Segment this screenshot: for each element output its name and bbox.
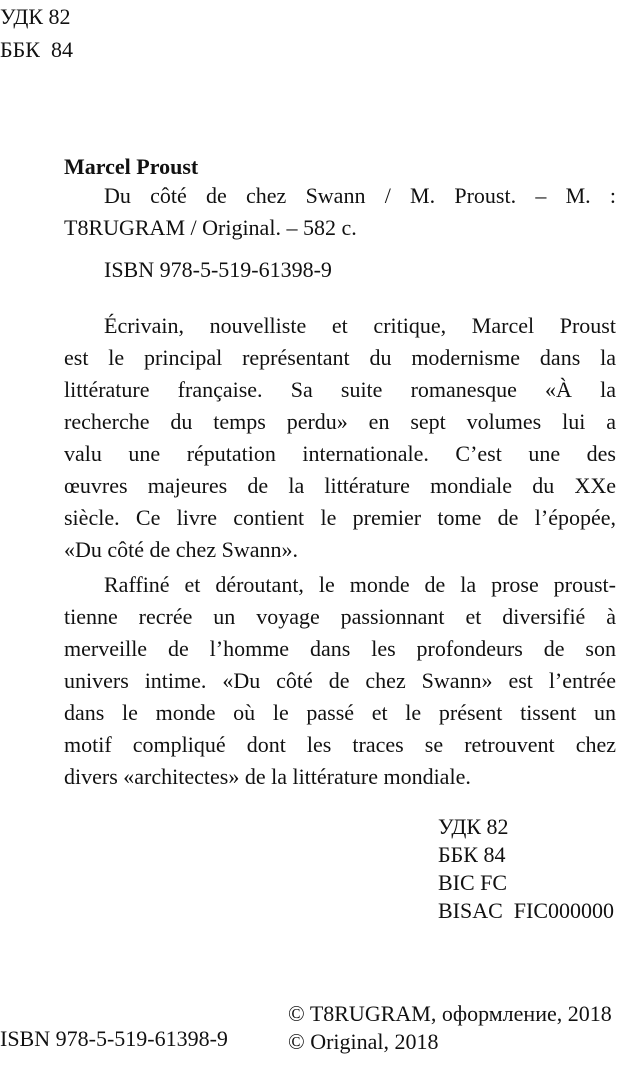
- annotation-text: [64, 310, 616, 796]
- annotation-paragraph-2: [64, 569, 616, 793]
- paragraph-line: recherche du temps perdu» en sept volumes lui a: [64, 409, 616, 434]
- paragraph-line: divers «architectes» de la littérature mondiale.: [64, 764, 471, 789]
- paragraph-line: siècle. Ce livre contient le premier tome de l’épopée,: [64, 505, 616, 530]
- paragraph-line: univers intime. «Du côté de chez Swann» est l’entrée: [64, 668, 616, 693]
- paragraph-line: valu une réputation internationale. C’est une des: [64, 441, 616, 466]
- paragraph-line: littérature française. Sa suite romanesque «À la: [64, 377, 616, 402]
- paragraph-line: dans le monde où le passé et le présent tissent un: [64, 700, 616, 725]
- paragraph-line: est le principal représentant du modernisme dans la: [64, 345, 616, 370]
- paragraph-line: «Du côté de chez Swann».: [64, 537, 298, 562]
- top-classification-codes: [0, 0, 73, 66]
- isbn-main: ISBN 978-5-519-61398-9: [104, 257, 332, 282]
- biblio-line-2: T8RUGRAM / Original. – 582 с.: [64, 215, 357, 240]
- paragraph-line: Écrivain, nouvelliste et critique, Marcel Proust: [104, 313, 616, 338]
- author-name: Marcel Proust: [64, 154, 199, 179]
- classification-codes: [438, 813, 614, 925]
- paragraph-line: motif compliqué dont les traces se retrouvent chez: [64, 732, 616, 757]
- bibliographic-description: [64, 180, 616, 244]
- top-udk-code: УДК 82: [0, 4, 71, 29]
- paragraph-line: Raffiné et déroutant, le monde de la prose proust-: [104, 572, 616, 597]
- bic-code: BIC FC: [438, 870, 508, 895]
- paragraph-line: merveille de l’homme dans les profondeurs de son: [64, 636, 616, 661]
- top-bbk-code: ББК 84: [0, 37, 73, 62]
- paragraph-line: œuvres majeures de la littérature mondiale du XXe: [64, 473, 616, 498]
- annotation-paragraph-1: [64, 310, 616, 566]
- copyright-block: [288, 1000, 612, 1056]
- udk-code: УДК 82: [438, 814, 509, 839]
- isbn-footer: ISBN 978-5-519-61398-9: [0, 1026, 228, 1051]
- bbk-code: ББК 84: [438, 842, 506, 867]
- biblio-line-1: Du côté de chez Swann / M. Proust. – M. :: [104, 183, 616, 208]
- copyright-publisher: © T8RUGRAM, оформление, 2018: [288, 1001, 612, 1026]
- copyright-original: © Original, 2018: [288, 1029, 439, 1054]
- bisac-code: BISAC FIC000000: [438, 898, 615, 923]
- paragraph-line: tienne recrée un voyage passionnant et diversifié à: [64, 604, 616, 629]
